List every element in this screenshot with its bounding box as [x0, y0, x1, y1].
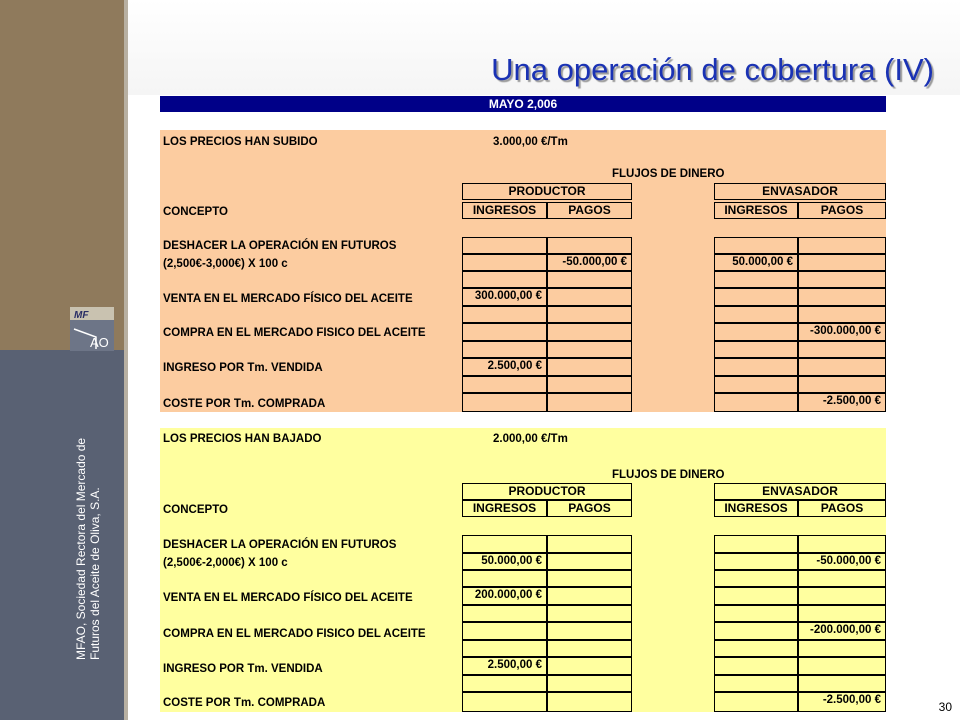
producer-payments-header: PAGOS [547, 202, 632, 219]
scenario-price: 2.000,00 €/Tm [493, 433, 568, 445]
packer-header: ENVASADOR [714, 183, 886, 200]
value-packer-cost-per-ton: -2.500,00 € [798, 393, 886, 412]
scenario-prices-up [160, 130, 886, 412]
logo-text-top: MF [74, 310, 89, 321]
flows-title: FLUJOS DE DINERO [612, 469, 725, 481]
concept-physical-purchase: COMPRA EN EL MERCADO FISICO DEL ACEITE [163, 628, 426, 640]
concept-cost-per-ton: COSTE POR Tm. COMPRADA [163, 697, 326, 709]
packer-income-header: INGRESOS [714, 202, 798, 219]
value-packer-payment-futures: -50.000,00 € [798, 553, 886, 570]
concept-physical-sale: VENTA EN EL MERCADO FÍSICO DEL ACEITE [163, 592, 413, 604]
sidebar-edge [124, 0, 128, 720]
scenario-heading: LOS PRECIOS HAN SUBIDO [163, 136, 318, 148]
concept-futures-line-1: DESHACER LA OPERACIÓN EN FUTUROS [163, 539, 397, 551]
producer-income-header: INGRESOS [462, 500, 547, 517]
scenario-prices-down [160, 428, 886, 712]
value-producer-payment-futures: -50.000,00 € [547, 254, 632, 271]
concept-futures-line-2: (2,500€-3,000€) X 100 c [163, 258, 288, 270]
logo-text-bottom: AO [90, 335, 109, 350]
concept-futures-line-1: DESHACER LA OPERACIÓN EN FUTUROS [163, 240, 397, 252]
concept-futures-line-2: (2,500€-2,000€) X 100 c [163, 557, 288, 569]
date-header: MAYO 2,006 [160, 96, 886, 112]
mfao-logo [70, 307, 114, 351]
sidebar-bottom-band [0, 350, 128, 720]
concept-label: CONCEPTO [163, 206, 228, 218]
concept-income-per-ton: INGRESO POR Tm. VENDIDA [163, 663, 323, 675]
packer-payments-header: PAGOS [798, 500, 886, 517]
producer-header: PRODUCTOR [462, 483, 632, 500]
value-producer-income-futures: 50.000,00 € [462, 553, 547, 570]
concept-cost-per-ton: COSTE POR Tm. COMPRADA [163, 398, 326, 410]
concept-physical-purchase: COMPRA EN EL MERCADO FISICO DEL ACEITE [163, 327, 426, 339]
scenario-price: 3.000,00 €/Tm [493, 136, 568, 148]
value-producer-income-sale: 300.000,00 € [462, 288, 547, 306]
packer-income-header: INGRESOS [714, 500, 798, 517]
value-packer-payment-purchase: -200.000,00 € [798, 622, 886, 640]
packer-payments-header: PAGOS [798, 202, 886, 219]
value-packer-cost-per-ton: -2.500,00 € [798, 692, 886, 712]
organization-line-2: Futuros del Aceite de Oliva, S.A. [88, 487, 102, 660]
value-producer-income-per-ton: 2.500,00 € [462, 657, 547, 675]
value-producer-income-per-ton: 2.500,00 € [462, 358, 547, 376]
scenario-heading: LOS PRECIOS HAN BAJADO [163, 433, 322, 445]
packer-header: ENVASADOR [714, 483, 886, 500]
value-packer-income-futures: 50.000,00 € [714, 254, 798, 271]
value-packer-payment-purchase: -300.000,00 € [798, 323, 886, 341]
sidebar [0, 0, 128, 720]
flows-title: FLUJOS DE DINERO [612, 168, 725, 180]
producer-income-header: INGRESOS [462, 202, 547, 219]
producer-payments-header: PAGOS [547, 500, 632, 517]
producer-header: PRODUCTOR [462, 183, 632, 200]
sidebar-top-band [0, 0, 128, 350]
organization-name [74, 360, 102, 660]
value-producer-income-sale: 200.000,00 € [462, 587, 547, 605]
organization-line-1: MFAO, Sociedad Rectora del Mercado de [74, 437, 88, 660]
page-title: Una operación de cobertura (IV) [491, 52, 934, 87]
concept-income-per-ton: INGRESO POR Tm. VENDIDA [163, 362, 323, 374]
page-number: 30 [938, 700, 952, 714]
concept-label: CONCEPTO [163, 504, 228, 516]
concept-physical-sale: VENTA EN EL MERCADO FÍSICO DEL ACEITE [163, 293, 413, 305]
